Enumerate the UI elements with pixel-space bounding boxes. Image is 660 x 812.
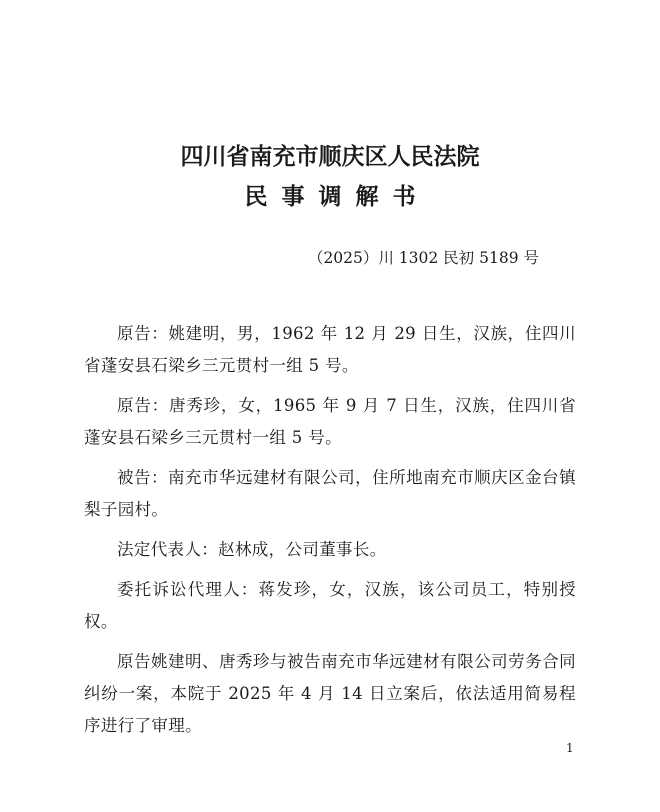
legal-representative-paragraph: 法定代表人：赵林成，公司董事长。 [117,540,387,559]
plaintiff-1-paragraph: 原告：姚建明，男，1962 年 12 月 29 日生，汉族，住四川省蓬安县石梁乡三元贯村一组 5 号。 [84,324,576,375]
defendant-paragraph: 被告：南充市华远建材有限公司，住所地南充市顺庆区金台镇梨子园村。 [84,468,576,519]
plaintiff-2-paragraph: 原告：唐秀珍，女，1965 年 9 月 7 日生，汉族，住四川省蓬安县石梁乡三元贯村一组 5 号。 [84,396,576,447]
document-type-title: 民事调解书 [244,183,430,210]
document-body [84,318,576,750]
page-number: 1 [566,741,574,755]
case-number: （2025）川 1302 民初 5189 号 [307,249,539,267]
court-name-title: 四川省南充市顺庆区人民法院 [180,143,480,170]
litigation-agent-paragraph: 委托诉讼代理人：蒋发珍，女，汉族，该公司员工，特别授权。 [84,580,576,631]
case-summary-paragraph: 原告姚建明、唐秀珍与被告南充市华远建材有限公司劳务合同纠纷一案，本院于 2025 年 4 月 14 日立案后，依法适用简易程序进行了审理。 [84,652,576,735]
